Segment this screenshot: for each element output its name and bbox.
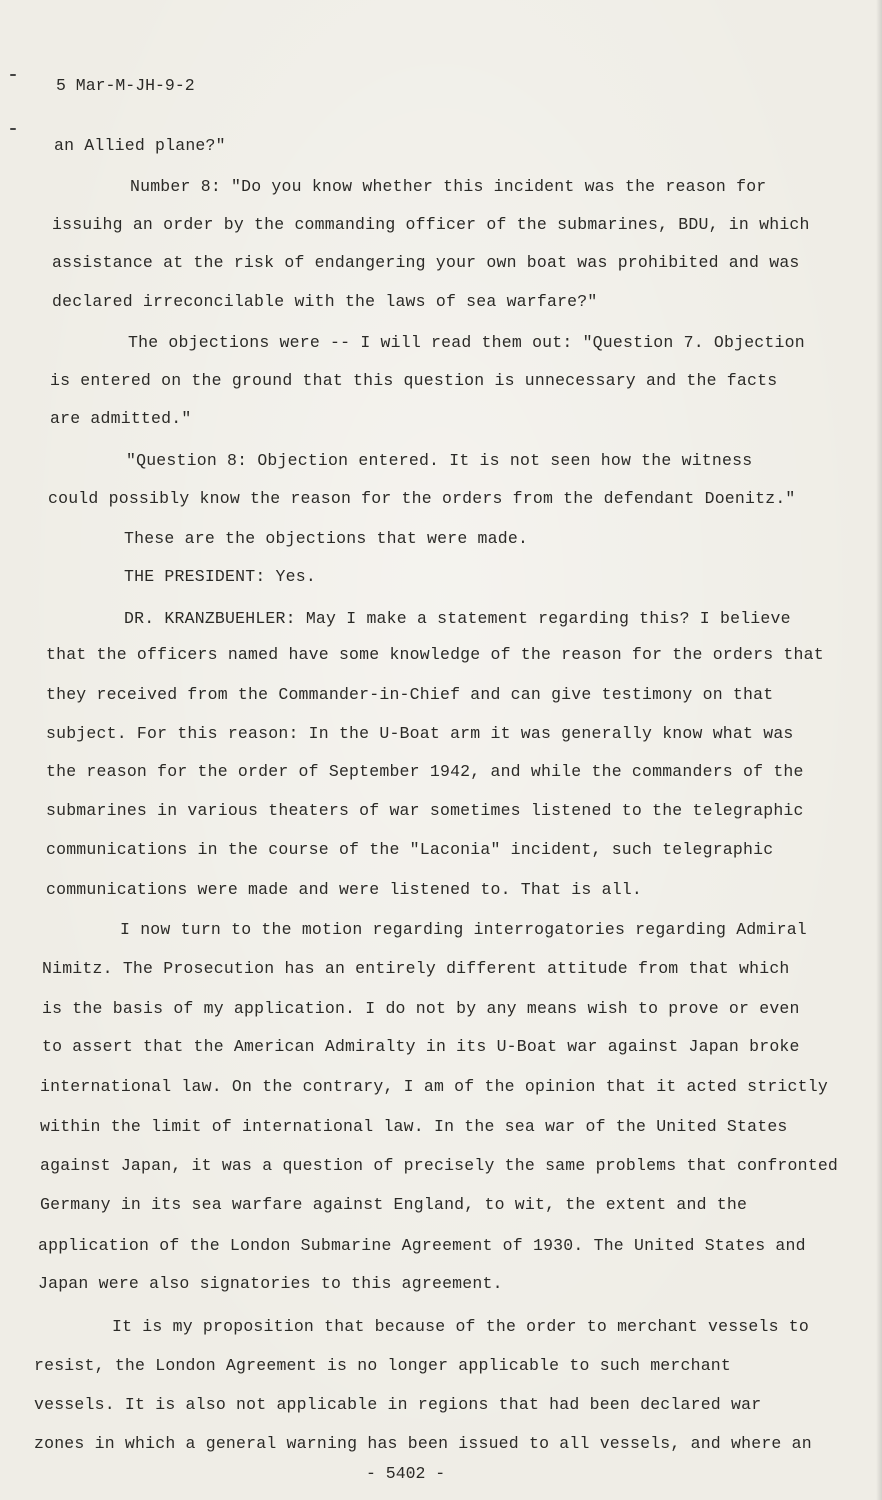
text-line: Nimitz. The Prosecution has an entirely different attitude from that which: [42, 959, 790, 978]
text-line: Japan were also signatories to this agreement.: [38, 1274, 503, 1293]
text-line: resist, the London Agreement is no longer applicable to such merchant: [34, 1356, 732, 1375]
text-line: is entered on the ground that this question is unnecessary and the facts: [50, 371, 778, 390]
text-line: Germany in its sea warfare against England, to wit, the extent and the: [40, 1195, 748, 1214]
text-line: could possibly know the reason for the orders from the defendant Doenitz.": [48, 489, 796, 508]
text-line: declared irreconcilable with the laws of sea warfare?": [52, 292, 598, 311]
text-line: communications in the course of the "Laconia" incident, such telegraphic: [46, 840, 774, 859]
text-line: It is my proposition that because of the order to merchant vessels to: [112, 1317, 810, 1336]
text-line: The objections were -- I will read them out: "Question 7. Objection: [128, 333, 805, 352]
text-line: zones in which a general warning has been issued to all vessels, and where an: [34, 1434, 812, 1453]
document-code: 5 Mar-M-JH-9-2: [56, 76, 195, 95]
text-line: DR. KRANZBUEHLER: May I make a statement regarding this? I believe: [124, 609, 791, 628]
text-line: that the officers named have some knowledge of the reason for the orders that: [46, 645, 824, 664]
text-line: they received from the Commander-in-Chief and can give testimony on that: [46, 685, 774, 704]
text-line: international law. On the contrary, I am of the opinion that it acted strictly: [40, 1077, 828, 1096]
text-line: the reason for the order of September 1942, and while the commanders of the: [46, 762, 804, 781]
text-line: an Allied plane?": [54, 136, 226, 155]
text-line: vessels. It is also not applicable in regions that had been declared war: [34, 1395, 762, 1414]
text-line: assistance at the risk of endangering your own boat was prohibited and was: [52, 253, 800, 272]
text-line: application of the London Submarine Agreement of 1930. The United States and: [38, 1236, 806, 1255]
text-line: submarines in various theaters of war sometimes listened to the telegraphic: [46, 801, 804, 820]
text-line: I now turn to the motion regarding interrogatories regarding Admiral: [120, 920, 807, 939]
text-line: These are the objections that were made.: [124, 529, 529, 548]
text-line: THE PRESIDENT: Yes.: [124, 567, 316, 586]
page-number: - 5402 -: [366, 1464, 446, 1483]
text-line: communications were made and were listened to. That is all.: [46, 880, 642, 899]
text-line: issuihg an order by the commanding officer of the submarines, BDU, in which: [52, 215, 810, 234]
text-line: to assert that the American Admiralty in its U-Boat war against Japan broke: [42, 1037, 800, 1056]
text-line: against Japan, it was a question of precisely the same problems that confronted: [40, 1156, 839, 1175]
margin-mark-top: [10, 74, 16, 76]
text-line: "Question 8: Objection entered. It is not seen how the witness: [126, 451, 753, 470]
text-line: Number 8: "Do you know whether this incident was the reason for: [130, 177, 767, 196]
margin-mark-lower: [10, 128, 16, 130]
text-line: are admitted.": [50, 409, 192, 428]
text-line: subject. For this reason: In the U-Boat arm it was generally know what was: [46, 724, 794, 743]
page-edge-shadow: [876, 0, 882, 1500]
text-line: is the basis of my application. I do not by any means wish to prove or even: [42, 999, 800, 1018]
text-line: within the limit of international law. In the sea war of the United States: [40, 1117, 788, 1136]
